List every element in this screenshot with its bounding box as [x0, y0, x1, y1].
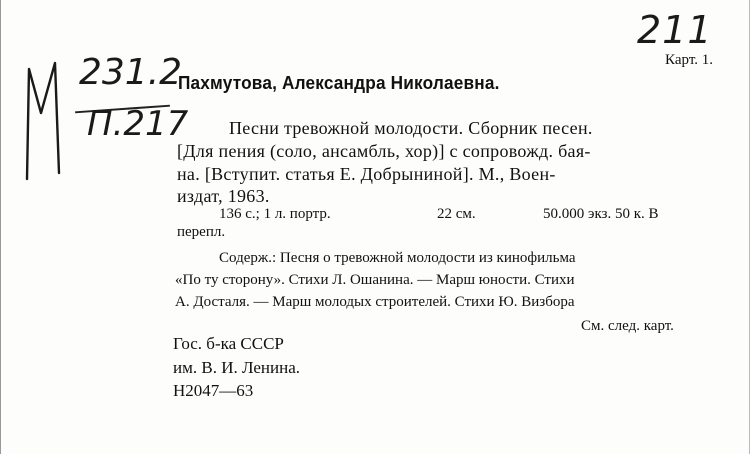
title-line-4: издат, 1963. [177, 186, 270, 206]
see-next-card: См. след. карт. [581, 318, 674, 334]
library-line-2: им. В. И. Ленина. [173, 358, 301, 377]
contents-line-2: «По ту сторону». Стихи Л. Ошанина. — Марш юности. Стихи [175, 272, 575, 288]
handwritten-card-number: 211 [637, 8, 713, 52]
title-line-3: на. [Вступит. статья Е. Добрыниной]. М., Воен- [177, 164, 556, 184]
physical-pages: 136 с.; 1 л. портр. [219, 206, 331, 222]
library-code: Н2047—63 [173, 381, 254, 400]
physical-copies-price: 50.000 экз. 50 к. В [543, 206, 659, 222]
title-line-1: Песни тревожной молодости. Сборник песен. [229, 118, 593, 138]
contents-line-1: Содерж.: Песня о тревожной молодости из кинофильма [219, 250, 576, 266]
handwritten-shelf-top: 231.2 [79, 52, 183, 93]
handwritten-shelf-letter [19, 55, 71, 185]
library-line-1: Гос. б-ка СССР [173, 334, 284, 353]
title-line-2: [Для пения (соло, ансамбль, хор)] с сопровожд. бая- [177, 141, 591, 161]
card-label: Карт. 1. [665, 52, 713, 68]
physical-size: 22 см. [437, 206, 476, 222]
handwritten-shelf-bottom: П.217 [87, 104, 189, 144]
contents-line-3: А. Досталя. — Марш молодых строителей. Стихи Ю. Визбора [175, 294, 575, 310]
author-heading: Пахмутова, Александра Николаевна. [178, 72, 500, 93]
physical-binding: перепл. [177, 224, 226, 240]
